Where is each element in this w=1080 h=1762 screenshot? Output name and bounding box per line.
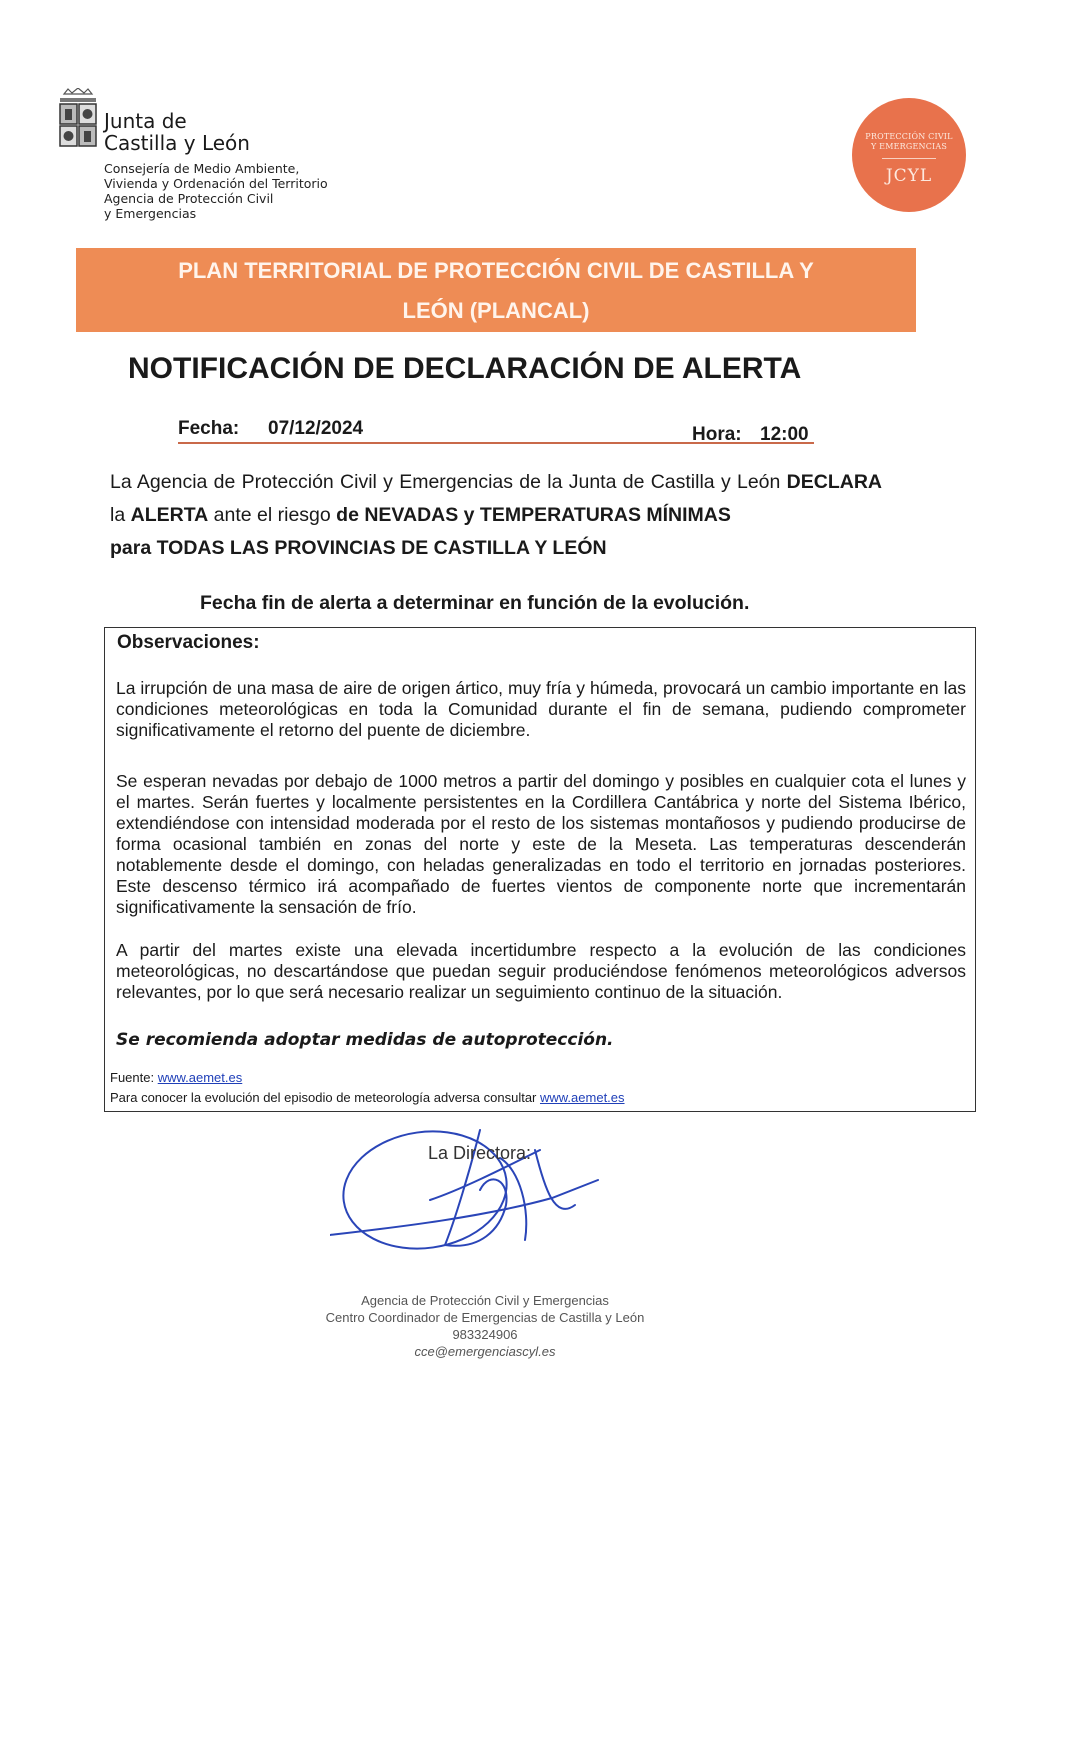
org-name-line2: Castilla y León — [104, 131, 250, 155]
date-value: 07/12/2024 — [268, 418, 364, 439]
footer-email[interactable]: cce@emergenciascyl.es — [414, 1344, 556, 1359]
banner-line2: LEÓN (PLANCAL) — [402, 298, 590, 323]
civil-protection-seal — [852, 98, 966, 212]
observations-title: Observaciones: — [117, 632, 260, 653]
observation-paragraph: La irrupción de una masa de aire de origen ártico, muy fría y húmeda, provocará un cambio importante en las condiciones meteorológicas en toda la Comunidad durante el fin de semana, pudiendo comprometer significativamente el retorno del puente de diciembre. — [116, 678, 966, 740]
declaration-intro: La Agencia de Protección Civil y Emergencias de la Junta de Castilla y León — [110, 471, 781, 493]
footer-phone: 983324906 — [452, 1327, 518, 1342]
declaration-text — [110, 466, 882, 565]
self-protection-recommendation: Se recomienda adoptar medidas de autoprotección. — [116, 1030, 614, 1050]
source-label: Fuente: — [110, 1070, 158, 1085]
banner-line1: PLAN TERRITORIAL DE PROTECCIÓN CIVIL DE CASTILLA Y — [178, 258, 814, 283]
seal-line3: JCYL — [885, 166, 933, 186]
source-line — [110, 1070, 242, 1085]
footer-agency: Agencia de Protección Civil y Emergencias — [361, 1293, 609, 1308]
time-label: Hora: — [692, 424, 742, 445]
document-title: NOTIFICACIÓN DE DECLARACIÓN DE ALERTA — [128, 352, 802, 385]
declaration-risk: de NEVADAS y TEMPERATURAS MÍNIMAS — [336, 504, 731, 526]
org-name-line1: Junta de — [104, 109, 187, 133]
consult-line — [110, 1090, 625, 1105]
seal-divider — [882, 158, 936, 159]
footer-contact — [300, 1292, 670, 1360]
date-label: Fecha: — [178, 418, 240, 439]
seal-line1: PROTECCIÓN CIVIL — [865, 132, 953, 141]
declaration-scope: para TODAS LAS PROVINCIAS DE CASTILLA Y LEÓN — [110, 537, 607, 559]
observation-paragraph: A partir del martes existe una elevada incertidumbre respecto a la evolución de las condiciones meteorológicas, no descartándose que puedan seguir produciéndose fenómenos meteorológicos adversos relevantes, por lo que será necesario realizar un seguimiento continuo de la situación. — [116, 940, 966, 1002]
declaration-alert: ALERTA — [130, 504, 209, 526]
seal-line2: Y EMERGENCIAS — [870, 142, 948, 151]
time-value: 12:00 — [760, 424, 809, 445]
coat-of-arms-logo — [58, 88, 98, 154]
organization-department — [104, 161, 328, 221]
declaration-connector-1: la — [110, 504, 131, 526]
source-link[interactable]: www.aemet.es — [157, 1070, 243, 1085]
handwritten-signature — [330, 1110, 610, 1290]
signature-label: La Directora: — [428, 1143, 532, 1163]
department-line1: Consejería de Medio Ambiente, — [104, 161, 300, 176]
declaration-connector-2: ante el riesgo — [208, 504, 337, 526]
organization-name — [104, 110, 250, 154]
department-line3: Agencia de Protección Civil — [104, 191, 274, 206]
declaration-verb: DECLARA — [786, 471, 882, 493]
plan-banner — [76, 248, 916, 332]
alert-end-date: Fecha fin de alerta a determinar en función de la evolución. — [200, 592, 750, 614]
consult-link[interactable]: www.aemet.es — [539, 1090, 625, 1105]
footer-center: Centro Coordinador de Emergencias de Castilla y León — [325, 1310, 645, 1325]
department-line4: y Emergencias — [104, 206, 197, 221]
department-line2: Vivienda y Ordenación del Territorio — [104, 176, 328, 191]
observation-paragraph: Se esperan nevadas por debajo de 1000 metros a partir del domingo y posibles en cualquier cota el lunes y el martes. Serán fuertes y localmente persistentes en la Cordillera Cantábrica y norte del Sistema Ibérico, extendiéndose con intensidad moderada por el resto de los sistemas montañosos y pudiendo producirse de forma ocasional también en zonas del norte y este de la Meseta. Las temperaturas descenderán notablemente desde el domingo, con heladas generalizadas en todo el territorio en jornadas posteriores. Este descenso térmico irá acompañado de fuertes vientos de componente norte que incrementarán significativamente la sensación de frío. — [116, 771, 966, 917]
consult-text: Para conocer la evolución del episodio de meteorología adversa consultar — [110, 1090, 540, 1105]
